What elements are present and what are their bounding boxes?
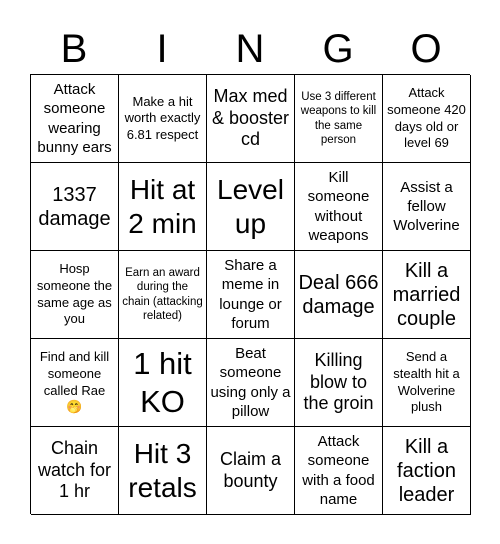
header-letter-g: G — [322, 27, 354, 71]
bingo-cell-r3-c1[interactable]: Hosp someone the same age as you — [31, 251, 119, 339]
bingo-cell-r4-c1[interactable]: Find and kill someone called Rae 🤭 — [31, 339, 119, 427]
bingo-cell-r3-c4[interactable]: Deal 666 damage — [295, 251, 383, 339]
bingo-cell-r1-c4[interactable]: Use 3 different weapons to kill the same person — [295, 75, 383, 163]
bingo-cell-r1-c5[interactable]: Attack someone 420 days old or level 69 — [383, 75, 471, 163]
bingo-cell-r3-c5[interactable]: Kill a married couple — [383, 251, 471, 339]
header-letter-b: B — [60, 27, 88, 71]
bingo-cell-r5-c4[interactable]: Attack someone with a food name — [295, 427, 383, 515]
bingo-cell-r4-c4[interactable]: Killing blow to the groin — [295, 339, 383, 427]
bingo-cell-r5-c1[interactable]: Chain watch for 1 hr — [31, 427, 119, 515]
bingo-cell-r5-c5[interactable]: Kill a faction leader — [383, 427, 471, 515]
header-letter-i: I — [156, 27, 168, 71]
bingo-cell-r4-c5[interactable]: Send a stealth hit a Wolverine plush — [383, 339, 471, 427]
header-letter-n: N — [235, 27, 265, 71]
header-letter-o: O — [410, 27, 442, 71]
bingo-cell-r2-c4[interactable]: Kill someone without weapons — [295, 163, 383, 251]
bingo-cell-r5-c2[interactable]: Hit 3 retals — [119, 427, 207, 515]
bingo-header — [30, 24, 470, 74]
bingo-cell-r2-c5[interactable]: Assist a fellow Wolverine — [383, 163, 471, 251]
bingo-cell-r2-c1[interactable]: 1337 damage — [31, 163, 119, 251]
bingo-cell-r1-c2[interactable]: Make a hit worth exactly 6.81 respect — [119, 75, 207, 163]
bingo-cell-r4-c2[interactable]: 1 hit KO — [119, 339, 207, 427]
bingo-cell-r3-c3[interactable]: Share a meme in lounge or forum — [207, 251, 295, 339]
bingo-cell-r3-c2[interactable]: Earn an award during the chain (attacking related) — [119, 251, 207, 339]
bingo-cell-r1-c3[interactable]: Max med & booster cd — [207, 75, 295, 163]
bingo-grid — [30, 74, 470, 514]
bingo-cell-r4-c3[interactable]: Beat someone using only a pillow — [207, 339, 295, 427]
bingo-cell-r2-c2[interactable]: Hit at 2 min — [119, 163, 207, 251]
bingo-cell-r2-c3[interactable]: Level up — [207, 163, 295, 251]
bingo-cell-r5-c3[interactable]: Claim a bounty — [207, 427, 295, 515]
bingo-cell-r1-c1[interactable]: Attack someone wearing bunny ears — [31, 75, 119, 163]
